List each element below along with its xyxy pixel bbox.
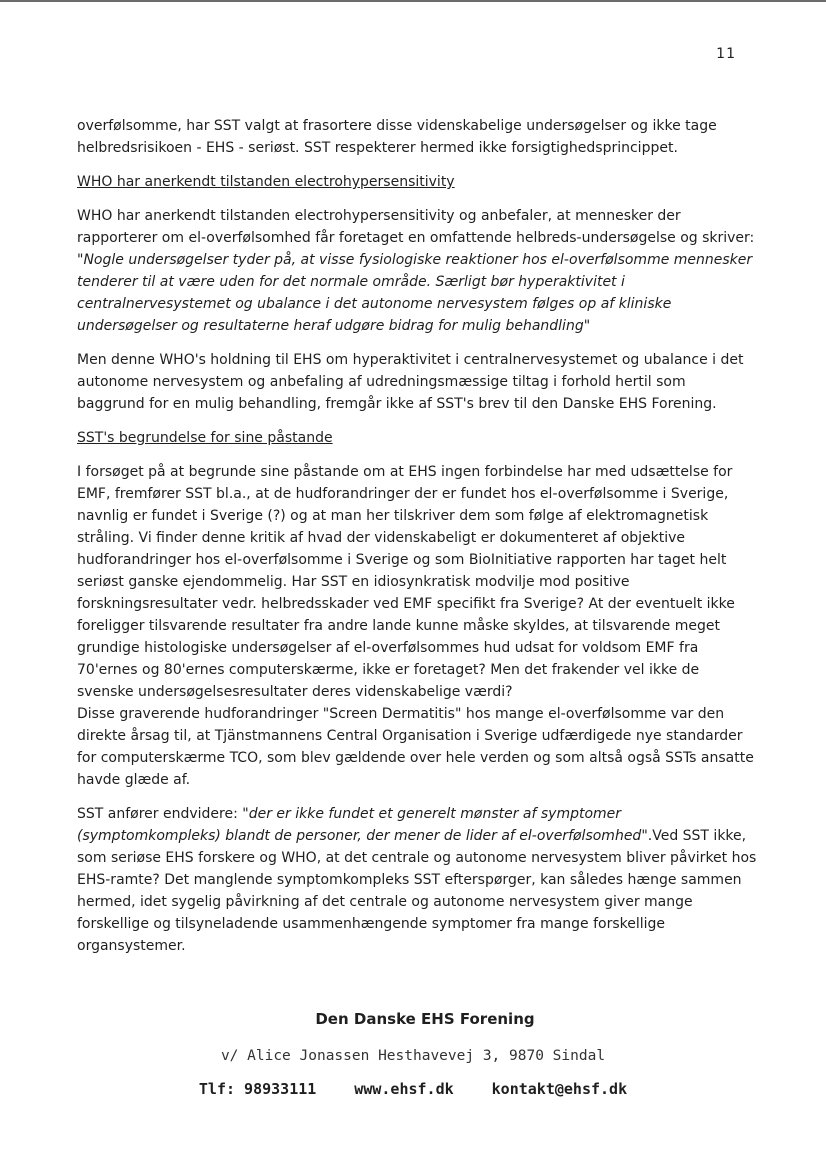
paragraph-6-rest: .Ved SST ikke, som seriøse EHS forskere og WHO, at det centrale og autonome nervesystem bliver påvirket hos EHS-ramte? Det manglende symptomkompleks SST efterspørger, kan således hænge sammen hermed, idet sygelig påvirkning af det centrale og autonome nervesystem giver mange forskellige og tilsyneladende usammenhængende symptomer fra mange forskellige organsystemer. — [77, 828, 757, 954]
footer-email[interactable]: kontakt@ehsf.dk — [491, 1080, 628, 1098]
paragraph-1: overfølsomme, har SST valgt at frasortere disse videnskabelige undersøgelser og ikke tage helbredsrisikoen - EHS - seriøst. SST respekterer hermed ikke forsigtighedsprincippet. — [77, 118, 717, 156]
who-quote: "Nogle undersøgelser tyder på, at visse fysiologiske reaktioner hos el-overfølsomme mennesker tenderer til at være uden for det normale område. Særligt bør hyperaktivitet i centralnervesystemet og ubalance i det autonome nervesystem følges op af kliniske undersøgelser og resultaterne heraf udgøre bidrag for mulig behandling" — [77, 252, 753, 334]
footer-phone: Tlf: 98933111 — [198, 1080, 317, 1098]
page-number: 11 — [716, 46, 736, 62]
sst-quote: "der er ikke fundet et generelt mønster af symptomer (symptomkompleks) blandt de personer, der mener de lider af el-overfølsomhed" — [77, 806, 648, 844]
paragraph-2-intro: WHO har anerkendt tilstanden electrohypersensitivity og anbefaler, at mennesker der rapporterer om el-overfølsomhed får foretaget en omfattende helbreds-undersøgelse og skriver: — [77, 208, 755, 246]
paragraph-2 — [77, 205, 757, 337]
footer-address: v/ Alice Jonassen Hesthavevej 3, 9870 Sindal — [220, 1048, 606, 1064]
footer-org-name: Den Danske EHS Forening — [315, 1010, 535, 1028]
footer-contact-row — [0, 1080, 826, 1098]
paragraph-6 — [77, 803, 757, 957]
document-body — [77, 115, 757, 969]
heading-sst: SST's begrundelse for sine påstande — [77, 430, 333, 446]
letter-footer — [0, 1010, 826, 1098]
heading-who: WHO har anerkendt tilstanden electrohypersensitivity — [77, 174, 455, 190]
paragraph-4: I forsøget på at begrunde sine påstande om at EHS ingen forbindelse har med udsættelse for EMF, fremfører SST bl.a., at de hudforandringer der er fundet hos el-overfølsomme i Sverige, navnlig er fundet i Sverige (?) og at man her tilskriver dem som følge af elektromagnetisk stråling. Vi finder denne kritik af hvad der videnskabeligt er dokumenteret af objektive hudforandringer hos el-overfølsomme i Sverige og som BioInitiative rapporten har taget helt seriøst ganske ejendommelig. Har SST en idiosynkratisk modvilje mod positive forskningsresultater vedr. helbredsskader ved EMF specifikt fra Sverige? At der eventuelt ikke foreligger tilsvarende resultater fra andre lande kunne måske skyldes, at tilsvarende meget grundige histologiske undersøgelser af el-overfølsommes hud udsat for voldsom EMF fra 70'ernes og 80'ernes computerskærme, ikke er foretaget? Men det frakender vel ikke de svenske undersøgelsesresultater deres videnskabelige værdi? — [77, 464, 735, 700]
footer-website[interactable]: www.ehsf.dk — [354, 1080, 454, 1098]
paragraph-3: Men denne WHO's holdning til EHS om hyperaktivitet i centralnervesystemet og ubalance i det autonome nervesystem og anbefaling af udredningsmæssige tiltag i forhold hertil som baggrund for en mulig behandling, fremgår ikke af SST's brev til den Danske EHS Forening. — [77, 352, 744, 412]
top-rule — [0, 0, 826, 2]
paragraph-5: Disse graverende hudforandringer "Screen Dermatitis" hos mange el-overfølsomme var den direkte årsag til, at Tjänstmannens Central Organisation i Sverige udfærdigede nye standarder for computerskærme TCO, som blev gældende over hele verden og som altså også SSTs ansatte havde glæde af. — [77, 706, 754, 788]
paragraph-6-intro: SST anfører endvidere: — [77, 806, 243, 822]
